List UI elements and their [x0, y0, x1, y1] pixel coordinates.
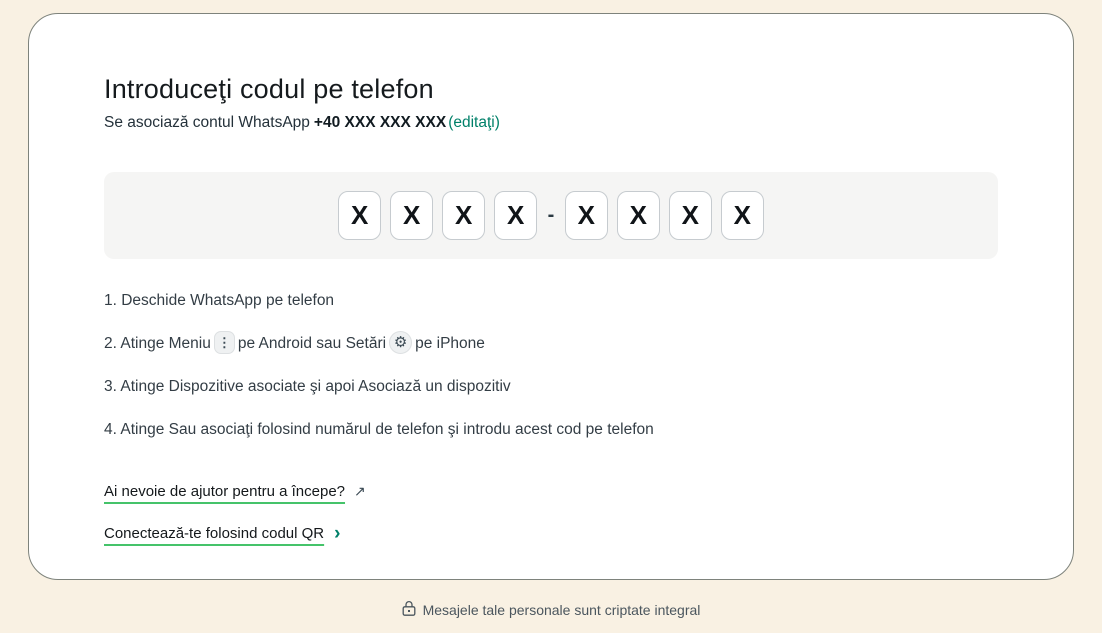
code-separator: -	[547, 204, 555, 226]
qr-link-row	[104, 523, 998, 545]
instruction-steps	[104, 290, 998, 441]
step-2-text-a: 2. Atinge Meniu	[104, 335, 211, 352]
step-1: 1. Deschide WhatsApp pe telefon	[104, 292, 335, 309]
chevron-right-icon: ›	[334, 523, 341, 544]
code-char-box: X	[442, 191, 485, 240]
encryption-note	[0, 600, 1102, 619]
edit-phone-link[interactable]: (editaţi)	[448, 114, 500, 131]
step-2-text-b: pe Android sau Setări	[237, 335, 387, 352]
code-char-box: X	[721, 191, 764, 240]
help-link-row	[104, 483, 998, 501]
step-2	[104, 333, 998, 355]
kebab-menu-icon: ⋮	[214, 331, 235, 354]
subtitle	[104, 114, 998, 132]
code-char-box: X	[669, 191, 712, 240]
external-link-arrow-icon: ↗	[354, 483, 366, 499]
phone-number: +40 XXX XXX XXX	[313, 114, 447, 131]
footer-links	[104, 483, 998, 545]
step-4: 4. Atinge Sau asociaţi folosind numărul de telefon şi introdu acest cod pe telefon	[104, 421, 654, 438]
code-char-box: X	[617, 191, 660, 240]
code-char-box: X	[565, 191, 608, 240]
link-with-qr-code[interactable]: Conectează-te folosind codul QR	[104, 525, 325, 542]
page-title: Introduceţi codul pe telefon	[104, 74, 434, 104]
encryption-note-text: Mesajele tale personale sunt criptate integral	[422, 601, 701, 618]
pairing-code-panel	[104, 172, 998, 259]
settings-gear-icon: ⚙	[389, 331, 412, 354]
code-char-box: X	[494, 191, 537, 240]
code-char-box: X	[338, 191, 381, 240]
subtitle-prefix: Se asociază contul WhatsApp	[104, 114, 310, 131]
step-2-text-c: pe iPhone	[415, 335, 485, 352]
lock-icon	[402, 600, 416, 619]
code-char-box: X	[390, 191, 433, 240]
link-device-card	[28, 13, 1074, 580]
step-3: 3. Atinge Dispozitive asociate şi apoi Asociază un dispozitiv	[104, 378, 511, 395]
help-link[interactable]: Ai nevoie de ajutor pentru a începe?	[104, 483, 346, 500]
